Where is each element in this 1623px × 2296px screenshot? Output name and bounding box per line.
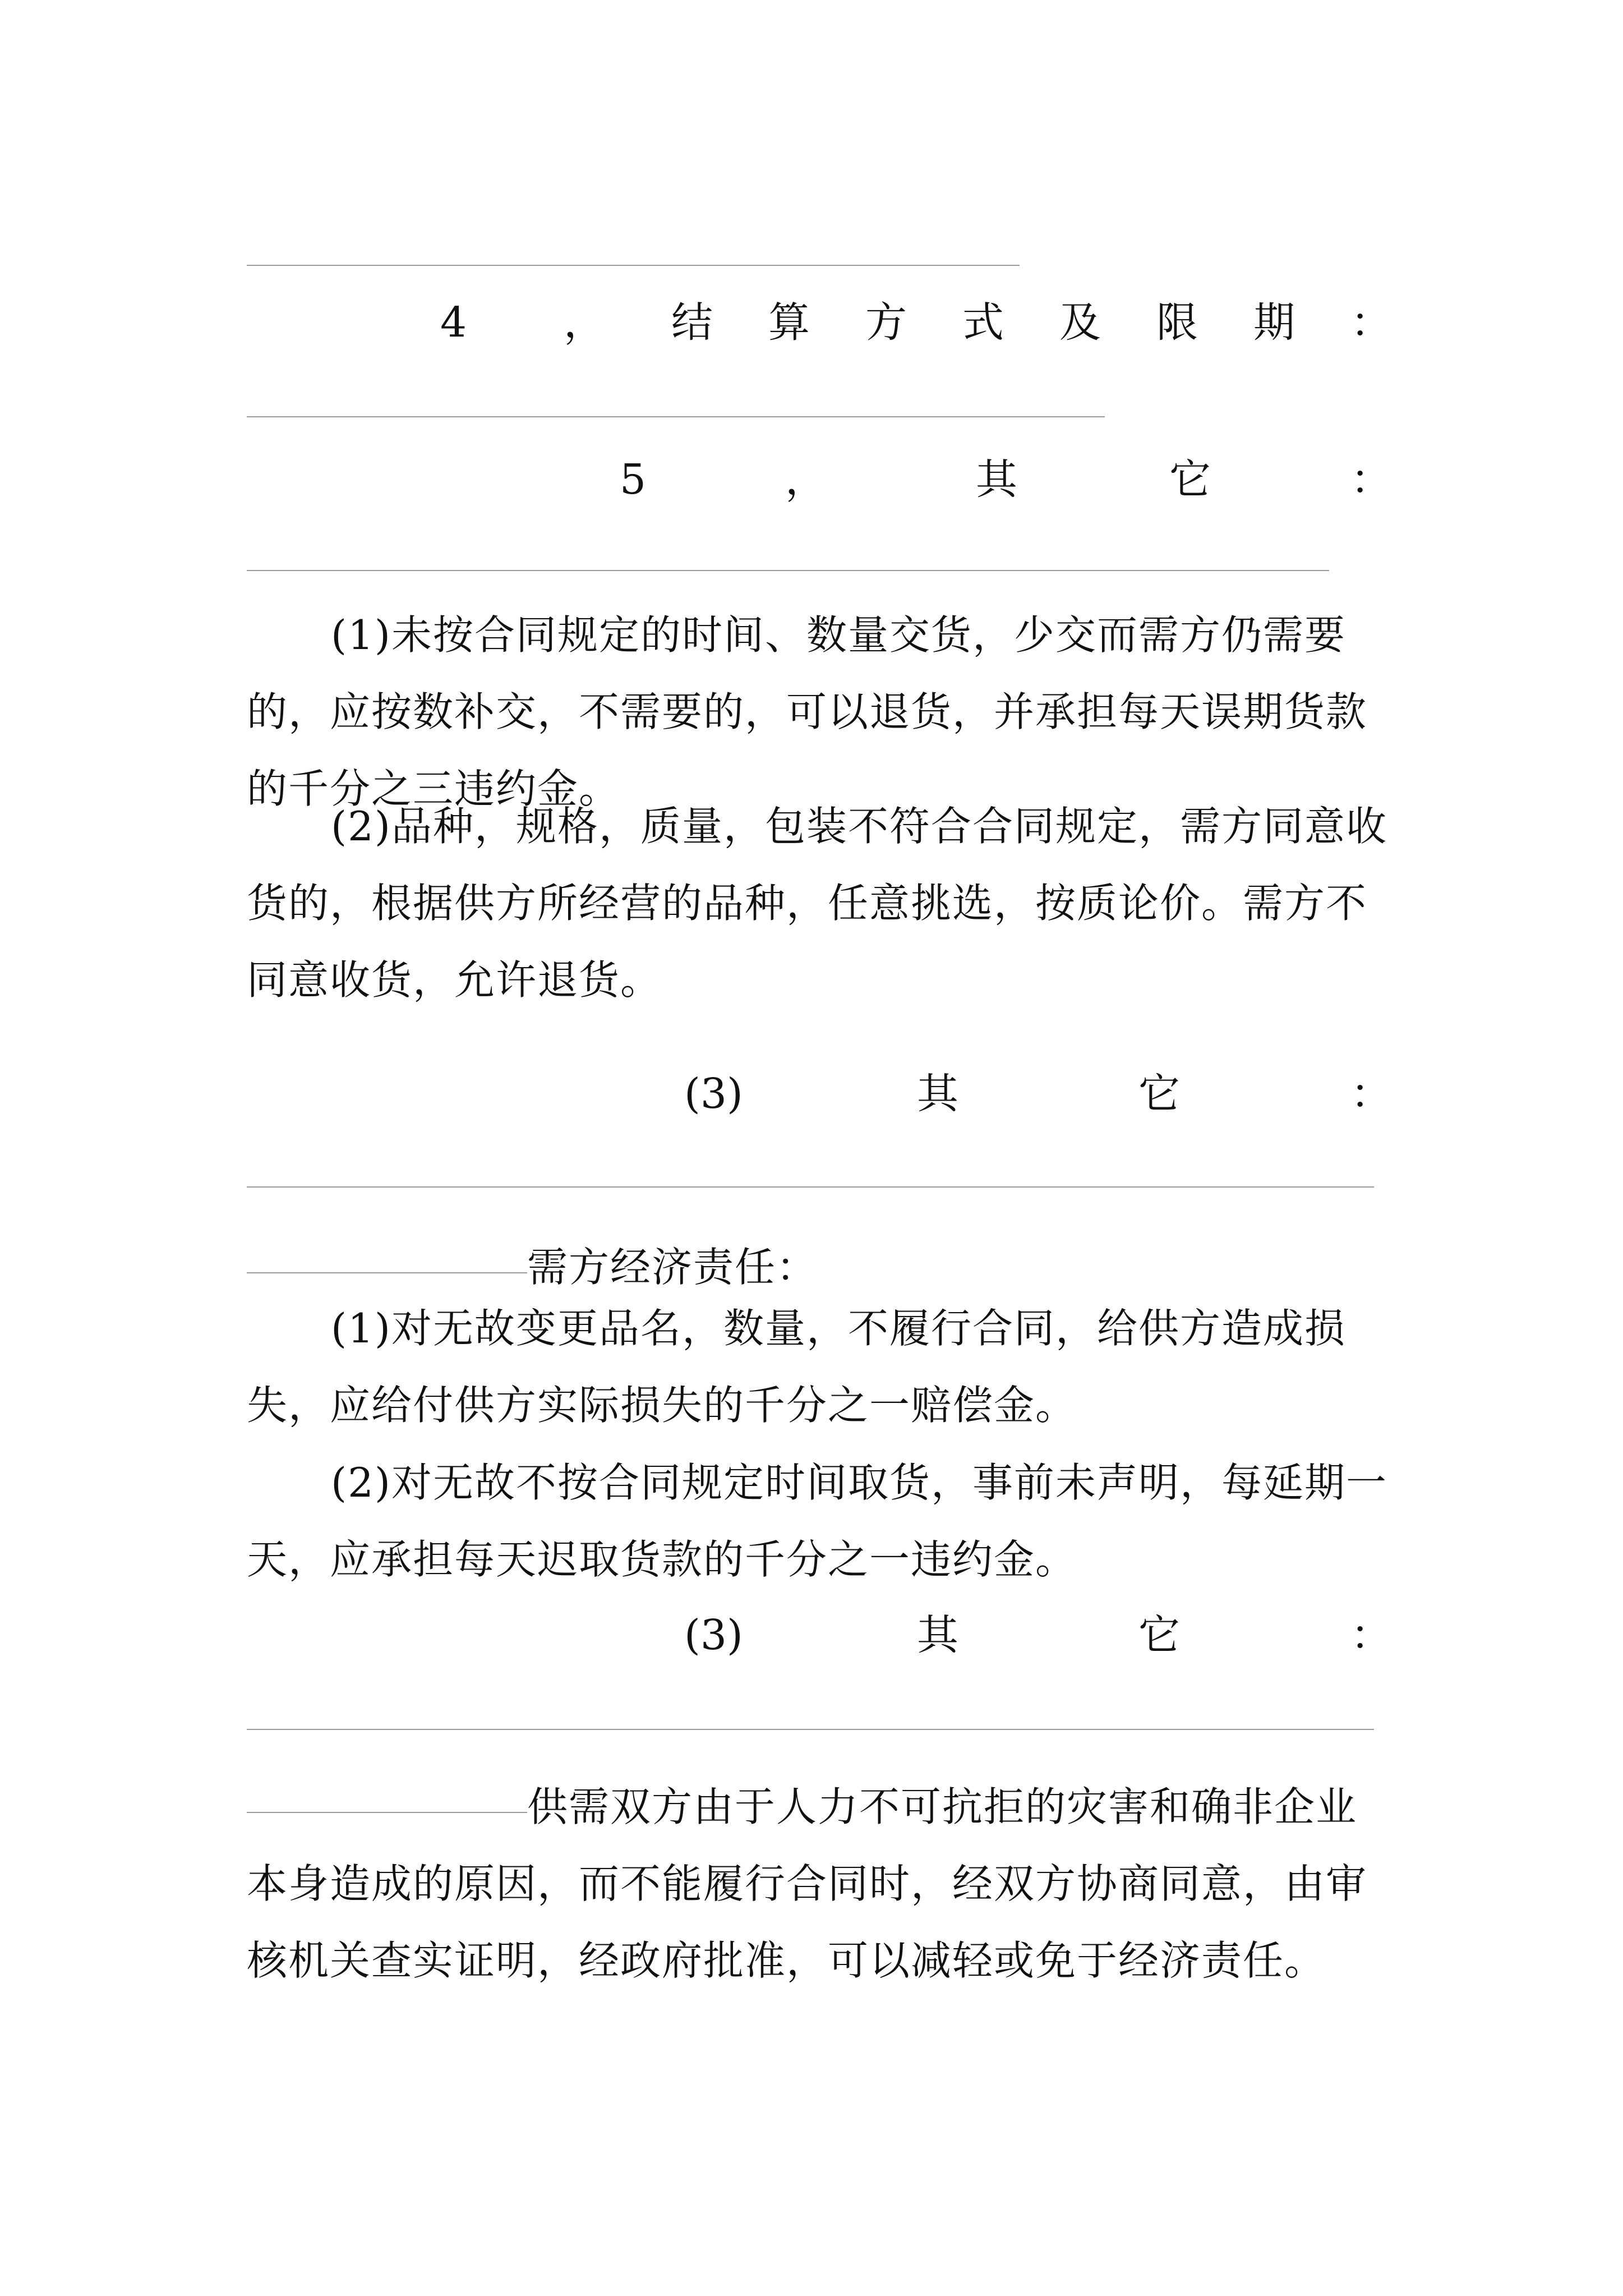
item-number: (3) xyxy=(684,1070,743,1118)
demand-heading-text: 需方经济责任： xyxy=(527,1244,818,1291)
fill-in-blank xyxy=(247,1756,527,1813)
label-char: 其 xyxy=(917,1070,958,1118)
label-char: 它 xyxy=(1138,1070,1180,1118)
label-char: 结 xyxy=(671,298,713,347)
fill-in-blank xyxy=(247,1216,527,1273)
label-char: 及 xyxy=(1059,298,1101,347)
label-char: 其 xyxy=(917,1611,958,1659)
demand-clause-1: (1)对无故变更品名，数量，不履行合同，给供方造成损失，应给付供方实际损失的千分之一赔偿金。 xyxy=(247,1305,1346,1429)
label-colon: ： xyxy=(1350,1611,1392,1659)
demand-clause-2: (2)对无故不按合同规定时间取货，事前未声明，每延期一天，应承担每天迟取货款的千分之一违约金。 xyxy=(247,1459,1387,1583)
item-comma: ， xyxy=(785,455,827,504)
label-char: 限 xyxy=(1156,298,1198,347)
force-majeure-text: 供需双方由于人力不可抗拒的灾害和确非企业本身造成的原因，而不能履行合同时，经双方协商同意，由审核机关查实证明，经政府批准，可以减轻或免于经济责任。 xyxy=(247,1783,1368,1984)
label-char: 算 xyxy=(768,298,810,347)
supply-clause-1: (1)未按合同规定的时间、数量交货，少交而需方仍需要的，应按数补交，不需要的，可以退货，并承担每天误期货款的千分之三违约金。 xyxy=(247,611,1368,812)
fill-in-line-settlement xyxy=(247,416,1105,417)
supply-other-line xyxy=(247,1063,1391,1125)
label-colon: ： xyxy=(1350,1070,1392,1118)
force-majeure-clause xyxy=(247,1756,1391,1999)
settlement-method-line xyxy=(247,292,1391,353)
label-char: 方 xyxy=(865,298,907,347)
fill-in-line-demand-other xyxy=(247,1729,1374,1730)
label-char: 它 xyxy=(1169,455,1211,504)
item-comma: ， xyxy=(564,298,605,347)
label-colon: ： xyxy=(1350,455,1392,504)
demand-other-line xyxy=(247,1604,1391,1666)
label-char: 期 xyxy=(1253,298,1295,347)
fill-in-line-top xyxy=(247,265,1020,266)
supply-clause-2: (2)品种，规格，质量，包装不符合合同规定，需方同意收货的，根据供方所经营的品种，任意挑选，按质论价。需方不同意收货，允许退货。 xyxy=(247,803,1387,1004)
other-terms-line xyxy=(247,449,1391,510)
fill-in-line-other5 xyxy=(247,570,1329,571)
item-number: 5 xyxy=(620,455,647,504)
item-number: 4 xyxy=(440,298,467,347)
fill-in-line-supply-other xyxy=(247,1186,1374,1188)
label-char: 式 xyxy=(962,298,1004,347)
label-colon: ： xyxy=(1350,298,1392,347)
item-number: (3) xyxy=(684,1611,743,1659)
label-char: 其 xyxy=(976,455,1017,504)
label-char: 它 xyxy=(1138,1611,1180,1659)
